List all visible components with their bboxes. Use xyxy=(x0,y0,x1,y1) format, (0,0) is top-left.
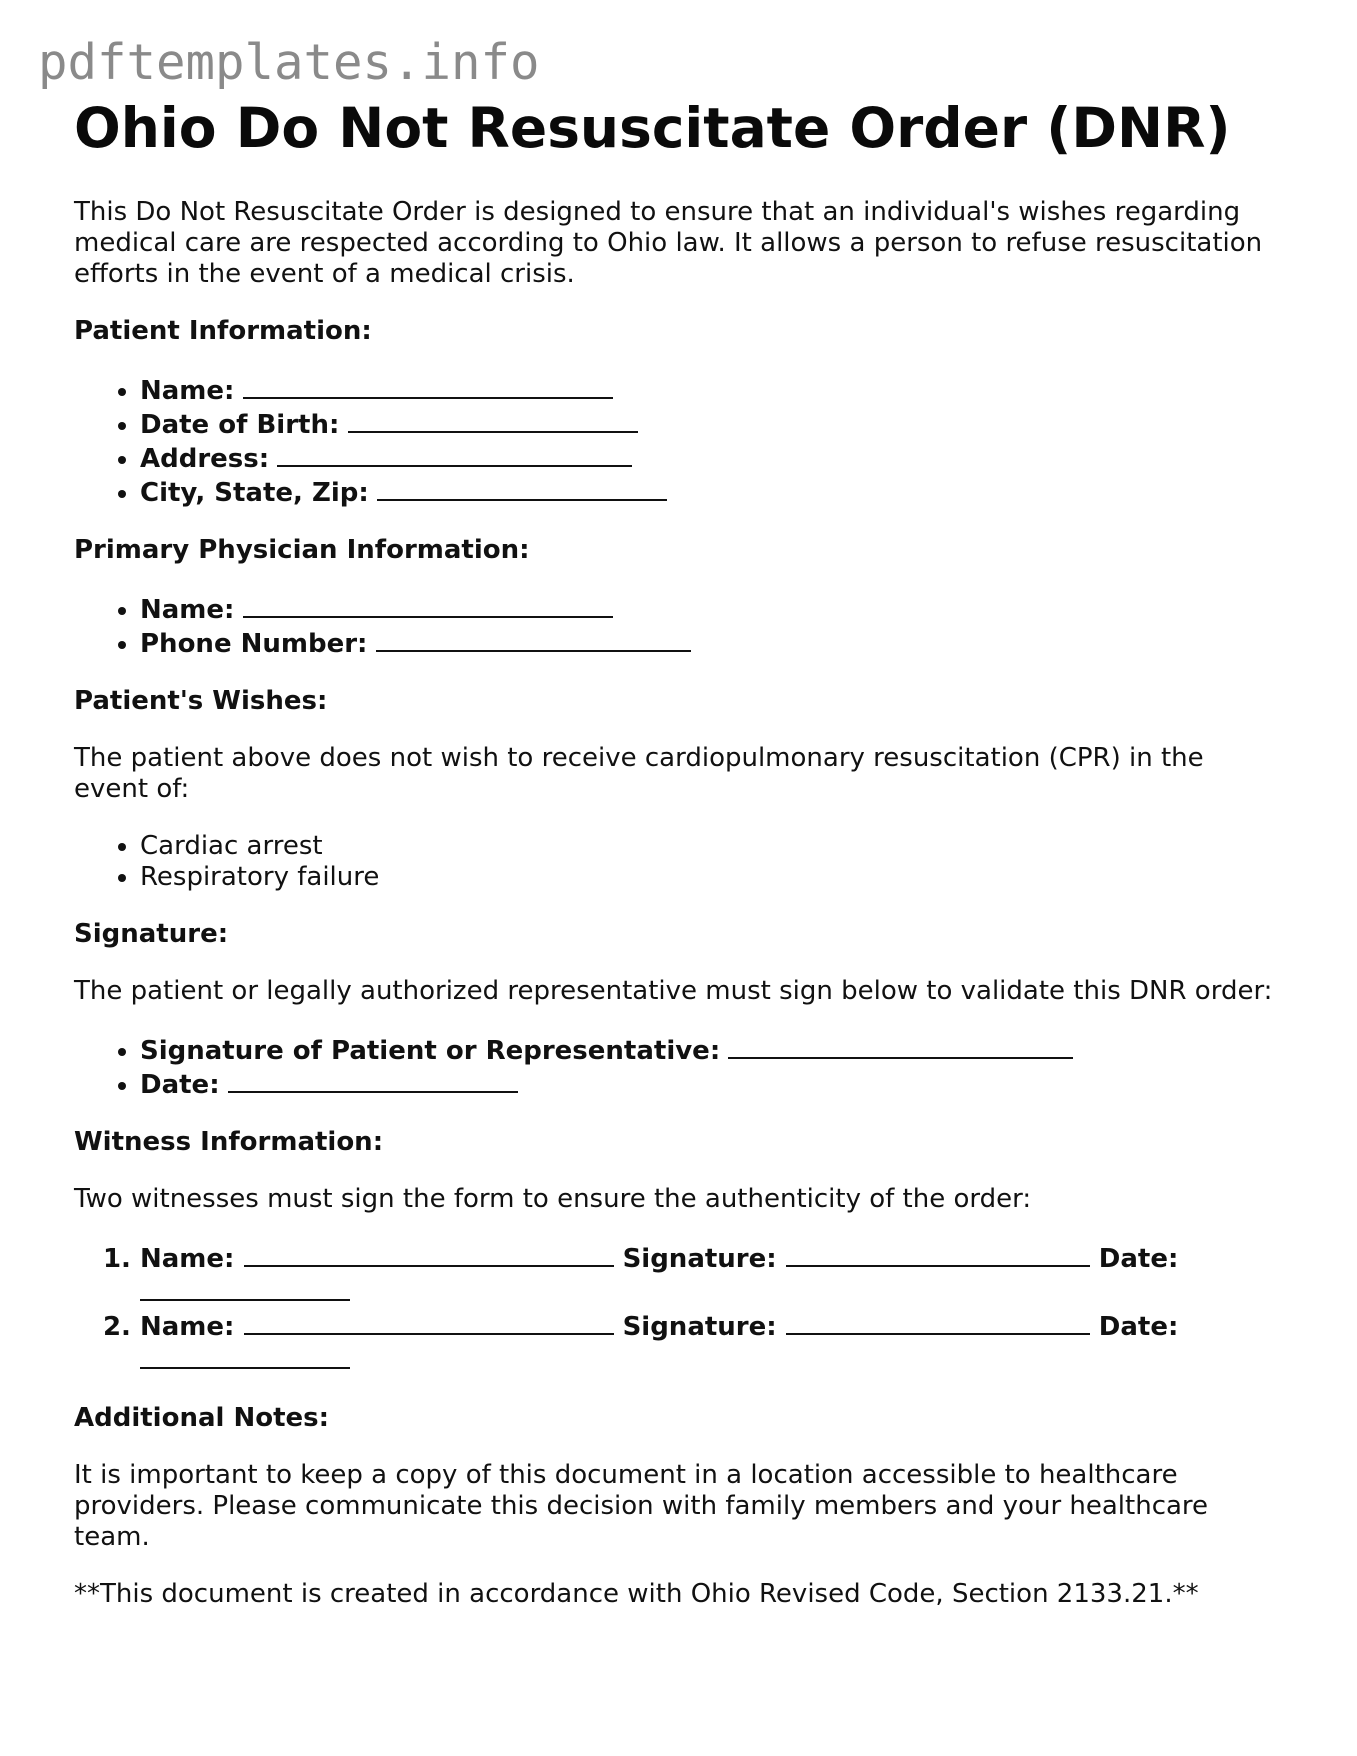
witness-2-name-field[interactable] xyxy=(244,1309,614,1335)
wishes-heading: Patient's Wishes: xyxy=(74,685,328,716)
witness-name-label: Name: xyxy=(140,1311,235,1342)
notes-heading: Additional Notes: xyxy=(74,1402,330,1433)
footer-note: **This document is created in accordance with Ohio Revised Code, Section 2133.21.** xyxy=(74,1578,1199,1609)
patient-info-list xyxy=(74,373,1274,509)
wishes-paragraph: The patient above does not wish to receive cardiopulmonary resuscitation (CPR) in the event of: xyxy=(74,742,1204,804)
witness-1-signature-field[interactable] xyxy=(786,1241,1090,1267)
physician-name-item xyxy=(140,592,1274,626)
field-label: Signature of Patient or Representative: xyxy=(140,1035,721,1066)
witness-list xyxy=(74,1241,1274,1377)
physician-info-heading: Primary Physician Information: xyxy=(74,534,530,565)
field-label: Name: xyxy=(140,594,235,625)
field-label: Date of Birth: xyxy=(140,409,340,440)
witness-signature-label: Signature: xyxy=(622,1243,777,1274)
patient-name-field[interactable] xyxy=(243,373,613,399)
witness-heading: Witness Information: xyxy=(74,1126,384,1157)
wishes-list xyxy=(74,831,1274,893)
patient-city-item xyxy=(140,475,1274,509)
signature-item xyxy=(140,1033,1274,1067)
patient-dob-field[interactable] xyxy=(348,407,638,433)
witness-2-signature-field[interactable] xyxy=(786,1309,1090,1335)
intro-paragraph: This Do Not Resuscitate Order is designed to ensure that an individual's wishes regarding medical care are respected according to Ohio law. It allows a person to refuse resuscitation efforts in the event of a medical crisis. xyxy=(74,196,1263,289)
patient-address-field[interactable] xyxy=(277,441,632,467)
notes-paragraph: It is important to keep a copy of this document in a location accessible to healthcare providers. Please communicate this decision with family members and your healthcare team. xyxy=(74,1459,1209,1552)
signature-paragraph: The patient or legally authorized representative must sign below to validate this DNR order: xyxy=(74,975,1273,1006)
witness-2-date-field[interactable] xyxy=(140,1343,350,1369)
physician-phone-field[interactable] xyxy=(376,626,691,652)
field-label: City, State, Zip: xyxy=(140,477,369,508)
signature-date-field[interactable] xyxy=(228,1067,518,1093)
witness-name-label: Name: xyxy=(140,1243,235,1274)
patient-info-heading: Patient Information: xyxy=(74,315,372,346)
patient-address-item xyxy=(140,441,1274,475)
field-label: Phone Number: xyxy=(140,628,368,659)
physician-phone-item xyxy=(140,626,1274,660)
patient-signature-field[interactable] xyxy=(728,1033,1073,1059)
document-body xyxy=(74,96,1274,1636)
field-label: Date: xyxy=(140,1069,220,1100)
signature-date-item xyxy=(140,1067,1274,1101)
field-label: Name: xyxy=(140,375,235,406)
signature-list xyxy=(74,1033,1274,1101)
field-label: Address: xyxy=(140,443,270,474)
witness-date-label: Date: xyxy=(1098,1311,1179,1342)
witness-1-name-field[interactable] xyxy=(244,1241,614,1267)
witness-paragraph: Two witnesses must sign the form to ensure the authenticity of the order: xyxy=(74,1183,1032,1214)
physician-name-field[interactable] xyxy=(243,592,613,618)
witness-row-1 xyxy=(140,1241,1274,1309)
wish-item: • Cardiac arrest xyxy=(140,831,1274,862)
witness-1-date-field[interactable] xyxy=(140,1275,350,1301)
patient-dob-item xyxy=(140,407,1274,441)
witness-signature-label: Signature: xyxy=(622,1311,777,1342)
wish-item: • Respiratory failure xyxy=(140,862,1274,893)
witness-date-label: Date: xyxy=(1098,1243,1179,1274)
witness-row-2 xyxy=(140,1309,1274,1377)
patient-name-item xyxy=(140,373,1274,407)
patient-city-field[interactable] xyxy=(377,475,667,501)
physician-info-list xyxy=(74,592,1274,660)
document-title: Ohio Do Not Resuscitate Order (DNR) xyxy=(74,96,1231,160)
signature-heading: Signature: xyxy=(74,918,229,949)
watermark: pdftemplates.info xyxy=(38,34,540,91)
